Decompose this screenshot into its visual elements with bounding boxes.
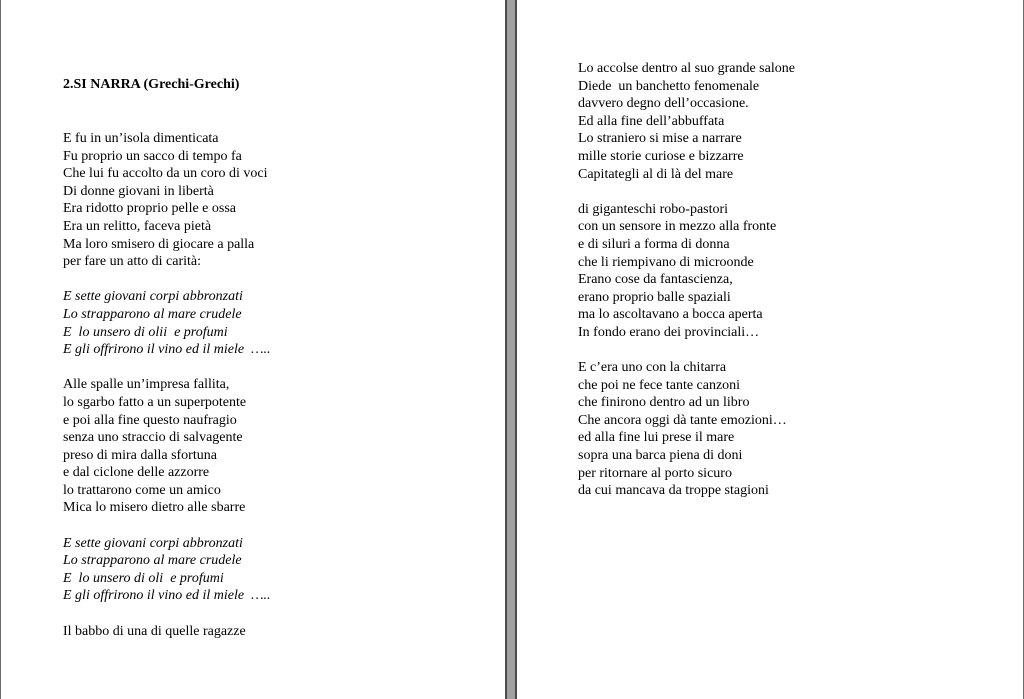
verse-line: E gli offrirono il vino ed il miele …..	[63, 588, 271, 604]
verse-line: E gli offrirono il vino ed il miele …..	[63, 342, 271, 358]
verse-line: Ed alla fine dell’abbuffata	[578, 113, 725, 129]
verse-line: con un sensore in mezzo alla fronte	[578, 219, 777, 235]
verse-line: sopra una barca piena di doni	[578, 448, 743, 464]
verse-line: Ma loro smisero di giocare a palla	[63, 236, 255, 252]
verse-stanza	[63, 376, 271, 517]
right-page-text	[578, 60, 795, 500]
stanza-gap	[63, 271, 271, 289]
stanza-gap	[578, 183, 795, 201]
verse-stanza	[63, 623, 271, 641]
verse-stanza	[63, 130, 271, 271]
verse-line: Mica lo misero dietro alle sbarre	[63, 500, 246, 516]
verse-line: E lo unsero di oli e profumi	[63, 570, 224, 586]
verse-line: preso di mira dalla sfortuna	[63, 447, 217, 463]
verse-line: e dal ciclone delle azzorre	[63, 465, 210, 481]
verse-line: lo sgarbo fatto a un superpotente	[63, 394, 247, 410]
verse-line: Fu proprio un sacco di tempo fa	[63, 148, 242, 164]
stanza-gap	[63, 517, 271, 535]
verse-line: E fu in un’isola dimenticata	[63, 131, 219, 146]
verse-line: Diede un banchetto fenomenale	[578, 78, 760, 94]
verse-line: Che ancora oggi dà tante emozioni…	[578, 412, 787, 428]
verse-line: Il babbo di una di quelle ragazze	[63, 623, 246, 639]
left-page	[0, 0, 505, 699]
verse-line: per ritornare al porto sicuro	[578, 465, 732, 481]
verse-line: di giganteschi robo-pastori	[578, 201, 729, 217]
chorus-stanza	[63, 288, 271, 358]
verse-line: mille storie curiose e bizzarre	[578, 148, 744, 164]
verse-line: che li riempivano di microonde	[578, 254, 754, 270]
verse-line: E lo unsero di olii e profumi	[63, 324, 228, 340]
verse-line: che poi ne fece tante canzoni	[578, 377, 741, 393]
verse-line: Di donne giovani in libertà	[63, 183, 214, 199]
verse-line: lo trattarono come un amico	[63, 482, 221, 498]
right-page	[517, 0, 1024, 699]
left-page-text	[63, 130, 271, 640]
stanza-gap	[63, 359, 271, 377]
stanza-gap	[63, 605, 271, 623]
verse-line: erano proprio balle spaziali	[578, 289, 731, 305]
song-title: 2.SI NARRA (Grechi-Grechi)	[63, 77, 240, 92]
verse-line: Lo straniero si mise a narrare	[578, 131, 742, 147]
verse-line: E sette giovani corpi abbronzati	[63, 535, 243, 551]
verse-line: Lo accolse dentro al suo grande salone	[578, 61, 795, 76]
verse-line: Alle spalle un’impresa fallita,	[63, 377, 230, 393]
verse-line: per fare un atto di carità:	[63, 254, 201, 270]
verse-line: In fondo erano dei provinciali…	[578, 324, 760, 340]
verse-stanza	[578, 359, 795, 500]
verse-line: E c’era uno con la chitarra	[578, 360, 727, 376]
verse-line: da cui mancava da troppe stagioni	[578, 483, 769, 499]
verse-line: senza uno straccio di salvagente	[63, 430, 243, 446]
verse-line: ma lo ascoltavano a bocca aperta	[578, 307, 763, 323]
verse-line: e di siluri a forma di donna	[578, 236, 730, 252]
verse-line: Era ridotto proprio pelle e ossa	[63, 201, 237, 217]
verse-stanza	[578, 201, 795, 342]
verse-line: E sette giovani corpi abbronzati	[63, 289, 243, 305]
page-gutter	[505, 0, 517, 699]
verse-line: ed alla fine lui prese il mare	[578, 430, 735, 446]
stanza-gap	[578, 342, 795, 360]
verse-line: che finirono dentro ad un libro	[578, 395, 750, 411]
verse-line: Lo strapparono al mare crudele	[63, 553, 242, 569]
verse-line: Capitategli al di là del mare	[578, 166, 734, 182]
chorus-stanza	[63, 535, 271, 605]
verse-line: Lo strapparono al mare crudele	[63, 306, 242, 322]
verse-line: Era un relitto, faceva pietà	[63, 218, 212, 234]
verse-line: Che lui fu accolto da un coro di voci	[63, 166, 268, 182]
verse-line: Erano cose da fantascienza,	[578, 272, 733, 288]
verse-line: e poi alla fine questo naufragio	[63, 412, 237, 428]
verse-stanza	[578, 60, 795, 183]
verse-line: davvero degno dell’occasione.	[578, 96, 749, 112]
